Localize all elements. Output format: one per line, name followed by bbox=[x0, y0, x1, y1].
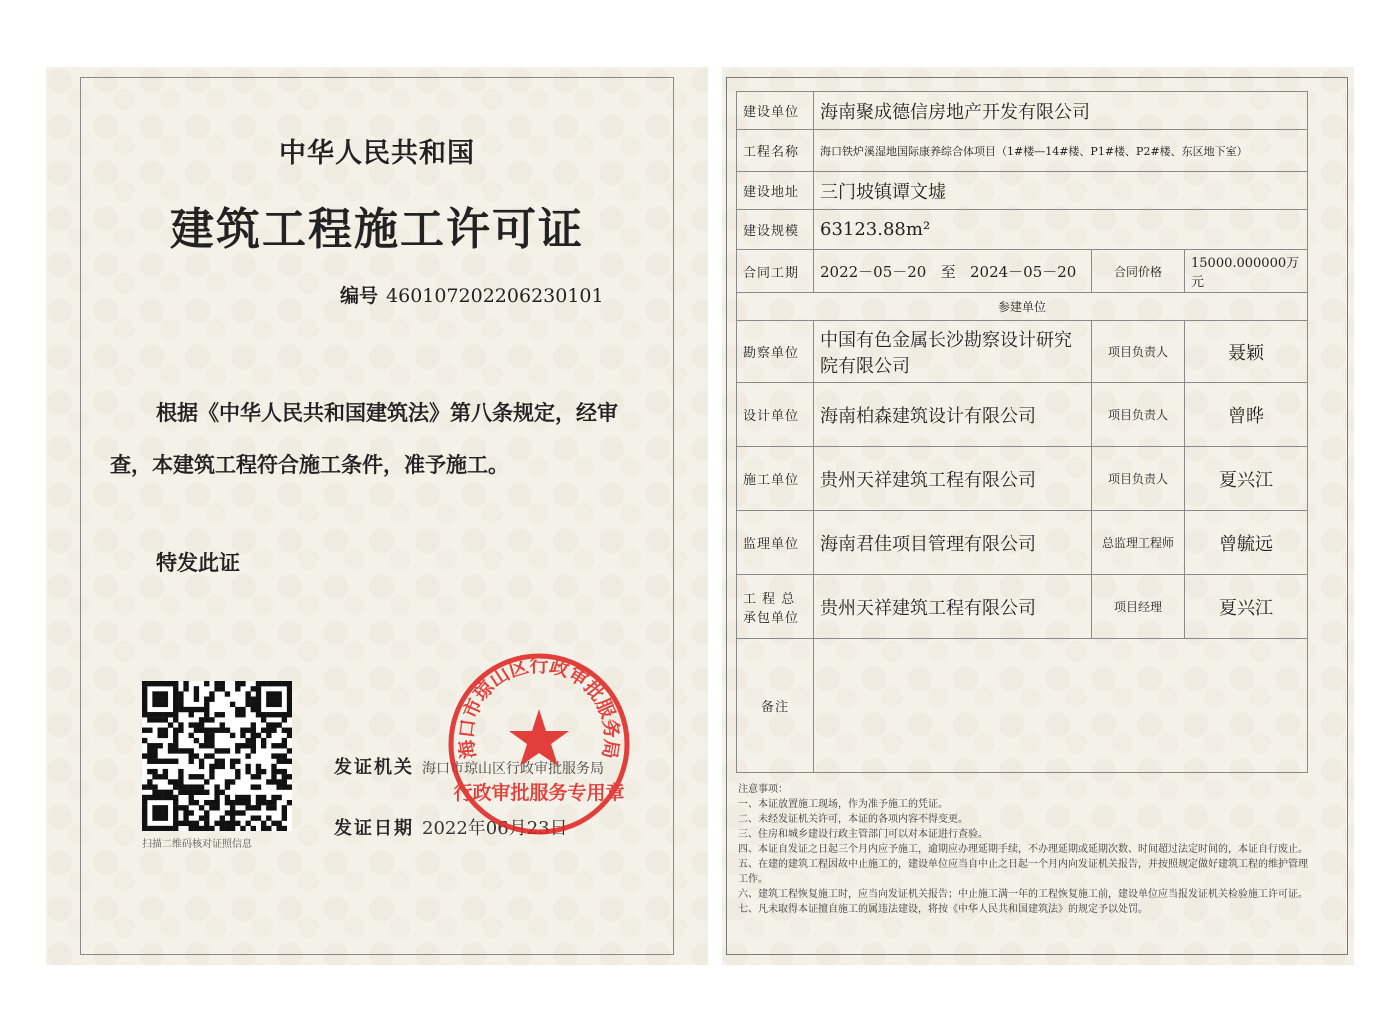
notice-item: 三、住房和城乡建设行政主管部门可以对本证进行查验。 bbox=[738, 829, 988, 840]
participant-row bbox=[737, 447, 1308, 511]
notice-item: 一、本证放置施工现场，作为准予施工的凭证。 bbox=[738, 799, 948, 810]
body-paragraph-line2: 查，本建筑工程符合施工条件，准予施工。 bbox=[110, 452, 509, 477]
certificate-front bbox=[46, 67, 708, 965]
price-label: 合同价格 bbox=[1092, 250, 1185, 293]
date-label: 发证日期 bbox=[334, 818, 414, 839]
participants-header: 参建单位 bbox=[737, 293, 1308, 321]
participant-person: 曾晔 bbox=[1185, 383, 1308, 447]
issuer-label: 发证机关 bbox=[334, 757, 414, 778]
seal-star-icon bbox=[509, 709, 569, 766]
remarks-value bbox=[814, 639, 1308, 773]
official-seal bbox=[444, 649, 634, 839]
certificate-title: 建筑工程施工许可证 bbox=[170, 204, 584, 255]
participant-row bbox=[737, 383, 1308, 447]
qr-caption: 扫描二维码核对证照信息 bbox=[142, 839, 252, 850]
special-issue-text: 特发此证 bbox=[156, 550, 240, 575]
participant-row bbox=[737, 511, 1308, 575]
notice-list bbox=[738, 782, 1310, 917]
participant-person: 夏兴江 bbox=[1185, 447, 1308, 511]
issuer-value: 海口市琼山区行政审批服务局 bbox=[422, 761, 604, 777]
number-value: 460107202206230101 bbox=[386, 285, 604, 307]
date-value: 2022年06月23日 bbox=[422, 818, 568, 839]
builder-label: 建设单位 bbox=[737, 92, 814, 130]
address-value: 三门坡镇谭文墟 bbox=[814, 172, 1308, 210]
participant-person-label: 总监理工程师 bbox=[1092, 511, 1185, 575]
notice-item: 二、未经发证机关许可，本证的各项内容不得变更。 bbox=[738, 814, 968, 825]
participant-person-label: 项目经理 bbox=[1092, 575, 1185, 639]
qr-code[interactable] bbox=[142, 681, 292, 831]
notice-item: 四、本证自发证之日起三个月内应予施工，逾期应办理延期手续，不办理延期或延期次数、时间超过法定时间的，本证自行废止。 bbox=[738, 844, 1308, 855]
period-to: 至 bbox=[940, 262, 956, 281]
seal-top-text: 海口市琼山区行政审批服务局 bbox=[455, 654, 623, 761]
seal-bottom-text: 行政审批服务专用章 bbox=[453, 782, 625, 804]
scale-label: 建设规模 bbox=[737, 210, 814, 250]
address-label: 建设地址 bbox=[737, 172, 814, 210]
builder-value: 海南聚成德信房地产开发有限公司 bbox=[814, 92, 1308, 130]
notice-item: 六、建筑工程恢复施工时，应当向发证机关报告；中止施工满一年的工程恢复施工前，建设单位应当报发证机关检验施工许可证。 bbox=[738, 889, 1308, 900]
participant-role: 工 程 总 承包单位 bbox=[737, 575, 814, 639]
project-label: 工程名称 bbox=[737, 130, 814, 172]
participant-company: 中国有色金属长沙勘察设计研究院有限公司 bbox=[814, 321, 1092, 383]
period-end: 2024－05－20 bbox=[970, 262, 1077, 281]
period-value bbox=[814, 250, 1092, 293]
price-value: 15000.000000万元 bbox=[1185, 250, 1308, 293]
period-label: 合同工期 bbox=[737, 250, 814, 293]
number-label: 编号 bbox=[340, 285, 379, 307]
scale-value: 63123.88m² bbox=[814, 210, 1308, 250]
participant-company: 贵州天祥建筑工程有限公司 bbox=[814, 447, 1092, 511]
certificate-back bbox=[722, 67, 1354, 965]
participant-row bbox=[737, 575, 1308, 639]
remarks-label: 备注 bbox=[737, 639, 814, 773]
participant-company: 贵州天祥建筑工程有限公司 bbox=[814, 575, 1092, 639]
participant-role: 设计单位 bbox=[737, 383, 814, 447]
notice-item: 五、在建的建筑工程因故中止施工的，建设单位应当自中止之日起一个月内向发证机关报告，并按照规定做好建筑工程的维护管理工作。 bbox=[738, 859, 1308, 885]
notice-item: 七、凡未取得本证擅自施工的属违法建设，将按《中华人民共和国建筑法》的规定予以处罚。 bbox=[738, 904, 1148, 915]
participant-role: 监理单位 bbox=[737, 511, 814, 575]
participant-person: 聂颖 bbox=[1185, 321, 1308, 383]
project-value: 海口铁炉溪湿地国际康养综合体项目（1#楼—14#楼、P1#楼、P2#楼、东区地下室） bbox=[814, 130, 1308, 172]
participant-role: 施工单位 bbox=[737, 447, 814, 511]
certificate-number bbox=[340, 281, 604, 308]
notice-item: 注意事项： bbox=[738, 784, 788, 795]
country-title: 中华人民共和国 bbox=[279, 138, 475, 169]
participant-person-label: 项目负责人 bbox=[1092, 321, 1185, 383]
participant-person: 曾毓远 bbox=[1185, 511, 1308, 575]
period-start: 2022－05－20 bbox=[820, 262, 927, 281]
participant-person: 夏兴江 bbox=[1185, 575, 1308, 639]
participant-row bbox=[737, 321, 1308, 383]
participant-person-label: 项目负责人 bbox=[1092, 447, 1185, 511]
participant-role: 勘察单位 bbox=[737, 321, 814, 383]
body-paragraph-line1: 根据《中华人民共和国建筑法》第八条规定，经审 bbox=[156, 400, 618, 425]
participant-company: 海南柏森建筑设计有限公司 bbox=[814, 383, 1092, 447]
participant-person-label: 项目负责人 bbox=[1092, 383, 1185, 447]
project-table bbox=[736, 91, 1308, 773]
participant-company: 海南君佳项目管理有限公司 bbox=[814, 511, 1092, 575]
